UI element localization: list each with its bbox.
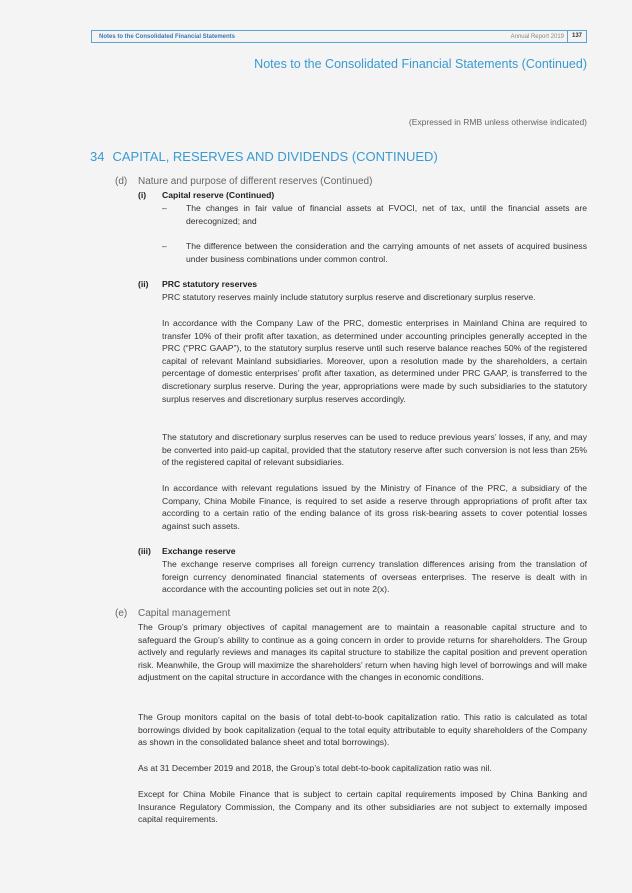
currency-note: (Expressed in RMB unless otherwise indicated) [408,117,587,127]
item-i-bullet-1: The changes in fair value of financial assets at FVOCI, net of tax, until the financial assets are derecognized; and [186,203,587,226]
capital-paragraph-3: As at 31 December 2019 and 2018, the Group’s total debt-to-book capitalization ratio was nil. [138,763,492,773]
subsection-e-heading [115,608,230,619]
item-iii-number: (iii) [138,546,151,556]
header-title: Notes to the Consolidated Financial Statements [99,34,236,40]
item-ii-paragraph-3: The statutory and discretionary surplus reserves can be used to reduce previous years’ losses, if any, and may be converted into paid-up capital, provided that the statutory reserve after such conversion is not less than 25% of the registered capital of relevant subsidiaries. [162,432,587,468]
item-iii-title: Exchange reserve [162,546,236,556]
subsection-d-letter: (d) [115,176,128,187]
item-ii-title: PRC statutory reserves [162,279,258,289]
running-header [91,30,587,43]
item-i-number: (i) [138,190,147,200]
bullet-dash: – [162,203,167,213]
section-title: CAPITAL, RESERVES AND DIVIDENDS (CONTINUED) [112,149,438,164]
section-number: 34 [90,149,105,164]
header-report: Annual Report 2019 [510,34,564,40]
subsection-e-title: Capital management [138,608,231,619]
item-ii-paragraph-1: PRC statutory reserves mainly include statutory surplus reserve and discretionary surplus reserve. [162,292,536,302]
capital-paragraph-1: The Group’s primary objectives of capital management are to maintain a reasonable capital structure and to safeguard the Group’s ability to continue as a going concern in order to provide returns for shareholders. The Group actively and regularly reviews and manages its capital structure to stabilize the capital position and prevent operation risk. Meanwhile, the Group will maximize the shareholders’ return when having high level of borrowings and will make adjustment on the capital structure in accordance with the changes in economic conditions. [138,622,587,683]
item-ii-paragraph-2: In accordance with the Company Law of the PRC, domestic enterprises in Mainland China are required to transfer 10% of their profit after taxation, as determined under accounting principles generally accepted in the PRC (“PRC GAAP”), to the statutory surplus reserve until such reserve balance reaches 50% of the registered capital of relevant Mainland subsidiaries. Moreover, upon a resolution made by the shareholders, a certain percentage of domestic enterprises’ profit after taxation, as determined under PRC GAAP, is transferred to the discretionary surplus reserve. During the year, appropriations were made by such subsidiaries to the statutory surplus reserves and discretionary surplus reserves accordingly. [162,318,587,404]
continued-title: Notes to the Consolidated Financial Statements (Continued) [254,57,587,71]
capital-paragraph-4: Except for China Mobile Finance that is subject to certain capital requirements imposed by China Banking and Insurance Regulatory Commission, the Company and its other subsidiaries are not subject to externally imposed capital requirements. [138,789,587,825]
section-heading [90,149,438,164]
capital-paragraph-2: The Group monitors capital on the basis of total debt-to-book capitalization ratio. This ratio is calculated as total borrowings divided by book capitalization (equal to the total equity attributable to equity shareholders of the Company as shown in the consolidated balance sheet and total borrowings). [138,712,587,748]
page-number: 137 [567,30,586,43]
subsection-e-letter: (e) [115,608,128,619]
item-ii-number: (ii) [138,279,149,289]
item-i-bullet-2: The difference between the consideration and the carrying amounts of net assets of acquired business under business combinations under common control. [186,241,587,264]
subsection-d-title: Nature and purpose of different reserves (Continued) [138,176,373,187]
item-ii-paragraph-4: In accordance with relevant regulations issued by the Ministry of Finance of the PRC, a subsidiary of the Company, China Mobile Finance, is required to set aside a reserve through appropriations of profit after tax according to a certain ratio of the ending balance of its gross risk-bearing assets to cover potential losses against such assets. [162,483,587,531]
subsection-d-heading [115,176,372,187]
item-iii-paragraph-1: The exchange reserve comprises all foreign currency translation differences arising from the translation of foreign currency denominated financial statements of overseas enterprises. The reserve is dealt with in accordance with the accounting policies set out in note 2(x). [162,559,587,595]
item-i-title: Capital reserve (Continued) [162,190,275,200]
bullet-dash: – [162,241,167,251]
